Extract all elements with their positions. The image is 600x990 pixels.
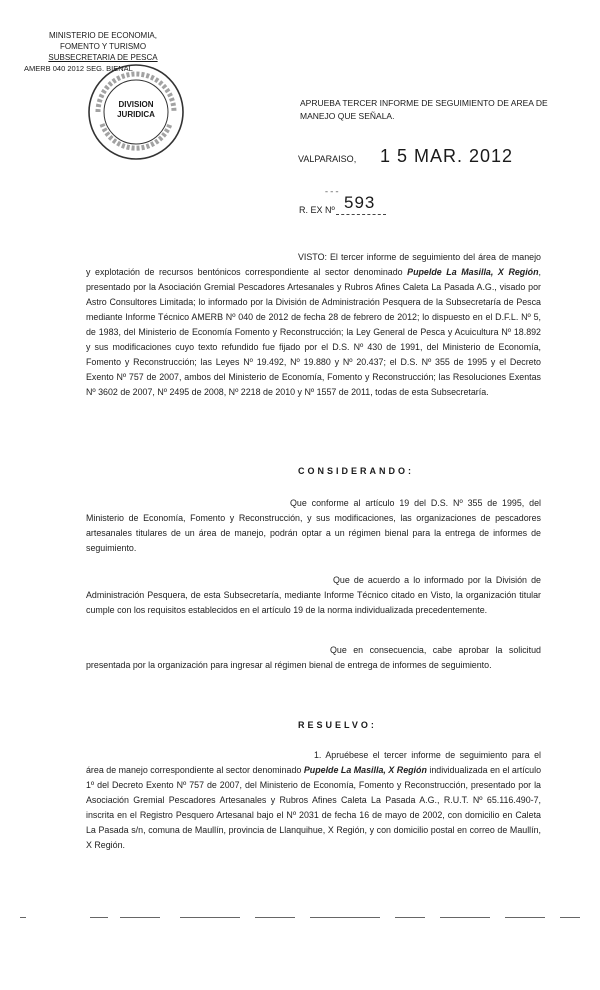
resolution-label: R. EX Nº (299, 205, 335, 215)
stamp-label-line-2: JURIDICA (117, 110, 155, 119)
document-title: APRUEBA TERCER INFORME DE SEGUIMIENTO DE AREA DE MANEJO QUE SEÑALA. (300, 98, 548, 121)
considerando-paragraph-2: Que de acuerdo a lo informado por la División de Administración Pesquera, de esta Subsecretaría, mediante Informe Técnico citado en Visto, la organización titular cumple con los requisitos establecidos en el artículo 19 de la norma individualizada precedentemente. (86, 575, 541, 615)
resuelvo-heading: RESUELVO: (298, 720, 377, 730)
ministry-line-2: FOMENTO Y TURISMO (59, 42, 147, 51)
visto-paragraph (86, 250, 541, 400)
visto-text-2: , presentado por la Asociación Gremial Pescadores Artesanales y Rubros Afines Caleta La Pasada A.G., visado por Astro Consultores Limitada; lo informado por la División de Administración Pesquera de la Subsecretaría de Pesca mediante Informe Técnico AMERB Nº 040 de 2012 de fecha 28 de febrero de 2012; lo dispuesto en el D.F.L. Nº 5, de 1983, del Ministerio de Economía Fomento y Reconstrucción; la Ley General de Pesca y Acuicultura Nº 18.892 y sus modificaciones cuyo texto refundido fue fijado por el D.S. Nº 430 de 1991, del Ministerio de Economía, Fomento y Reconstrucción; las Leyes Nº 19.492, Nº 19.880 y Nº 20.437; el D.S. Nº 355 de 1995 y el Decreto Exento Nº 757 de 2007, ambos del Ministerio de Economía, Fomento y Reconstrucción; las Resoluciones Exentas Nº 3602 de 2007, Nº 2495 de 2008, Nº 2218 de 2010 y Nº 1557 de 2011, todas de esta Subsecretaría. (86, 267, 541, 397)
resolution-number: 593 (344, 193, 376, 212)
resuelvo-text-1: 1. Apruébese el tercer informe de seguimiento para el área de manejo correspondiente al sector denominado (86, 750, 541, 775)
place-label: VALPARAISO, (298, 154, 357, 164)
division-juridica-stamp (86, 62, 186, 162)
considerando-heading: CONSIDERANDO: (298, 466, 415, 476)
resuelvo-sector-name: Pupelde La Masilla, X Región (303, 765, 427, 775)
ministry-line-1: MINISTERIO DE ECONOMIA, (48, 31, 157, 40)
resuelvo-text-2: individualizada en el artículo 1º del Decreto Exento Nº 757 de 2007, del Ministerio de Economía, Fomento y Reconstrucción, presentado por la Asociación Gremial Pescadores Artesanales y Rubros Afines Caleta La Pasada A.G., R.U.T. Nº 65.116.490-7, inscrita en el Registro Pesquero Artesanal bajo el Nº 2031 de fecha 16 de mayo de 2002, con domicilio en Caleta La Pasada s/n, comuna de Maullín, provincia de Llanquihue, X Región, y con domicilio postal en correo de Maullín, X Región. (86, 765, 542, 850)
resolution-underline (336, 214, 386, 215)
separator-dash: - - - (325, 186, 339, 196)
stamp-label-line-1: DIVISION (118, 100, 154, 109)
resuelvo-paragraph-1 (86, 748, 541, 853)
document-reference: AMERB 040 2012 SEG. BIENAL (24, 64, 133, 73)
considerando-paragraph-3: Que en consecuencia, cabe aprobar la solicitud presentada por la organización para ingresar al régimen bienal de entrega de informes de seguimiento. (86, 645, 541, 670)
visto-text-1: VISTO: El tercer informe de seguimiento del área de manejo y explotación de recursos bentónicos correspondiente al sector denominado (86, 252, 541, 277)
subsecretaria: SUBSECRETARIA DE PESCA (48, 53, 158, 62)
visto-sector-name: Pupelde La Masilla, X Región (407, 267, 539, 277)
page-footer-rule (20, 917, 580, 921)
considerando-paragraph-1: Que conforme al artículo 19 del D.S. Nº 355 de 1995, del Ministerio de Economía, Fomento y Reconstrucción, y sus modificaciones, las organizaciones de pescadores artesanales titulares de un área de manejo, podrán optar a un régimen bienal para la entrega de informes de seguimiento. (86, 498, 541, 553)
date-stamp: 1 5 MAR. 2012 (380, 146, 514, 166)
